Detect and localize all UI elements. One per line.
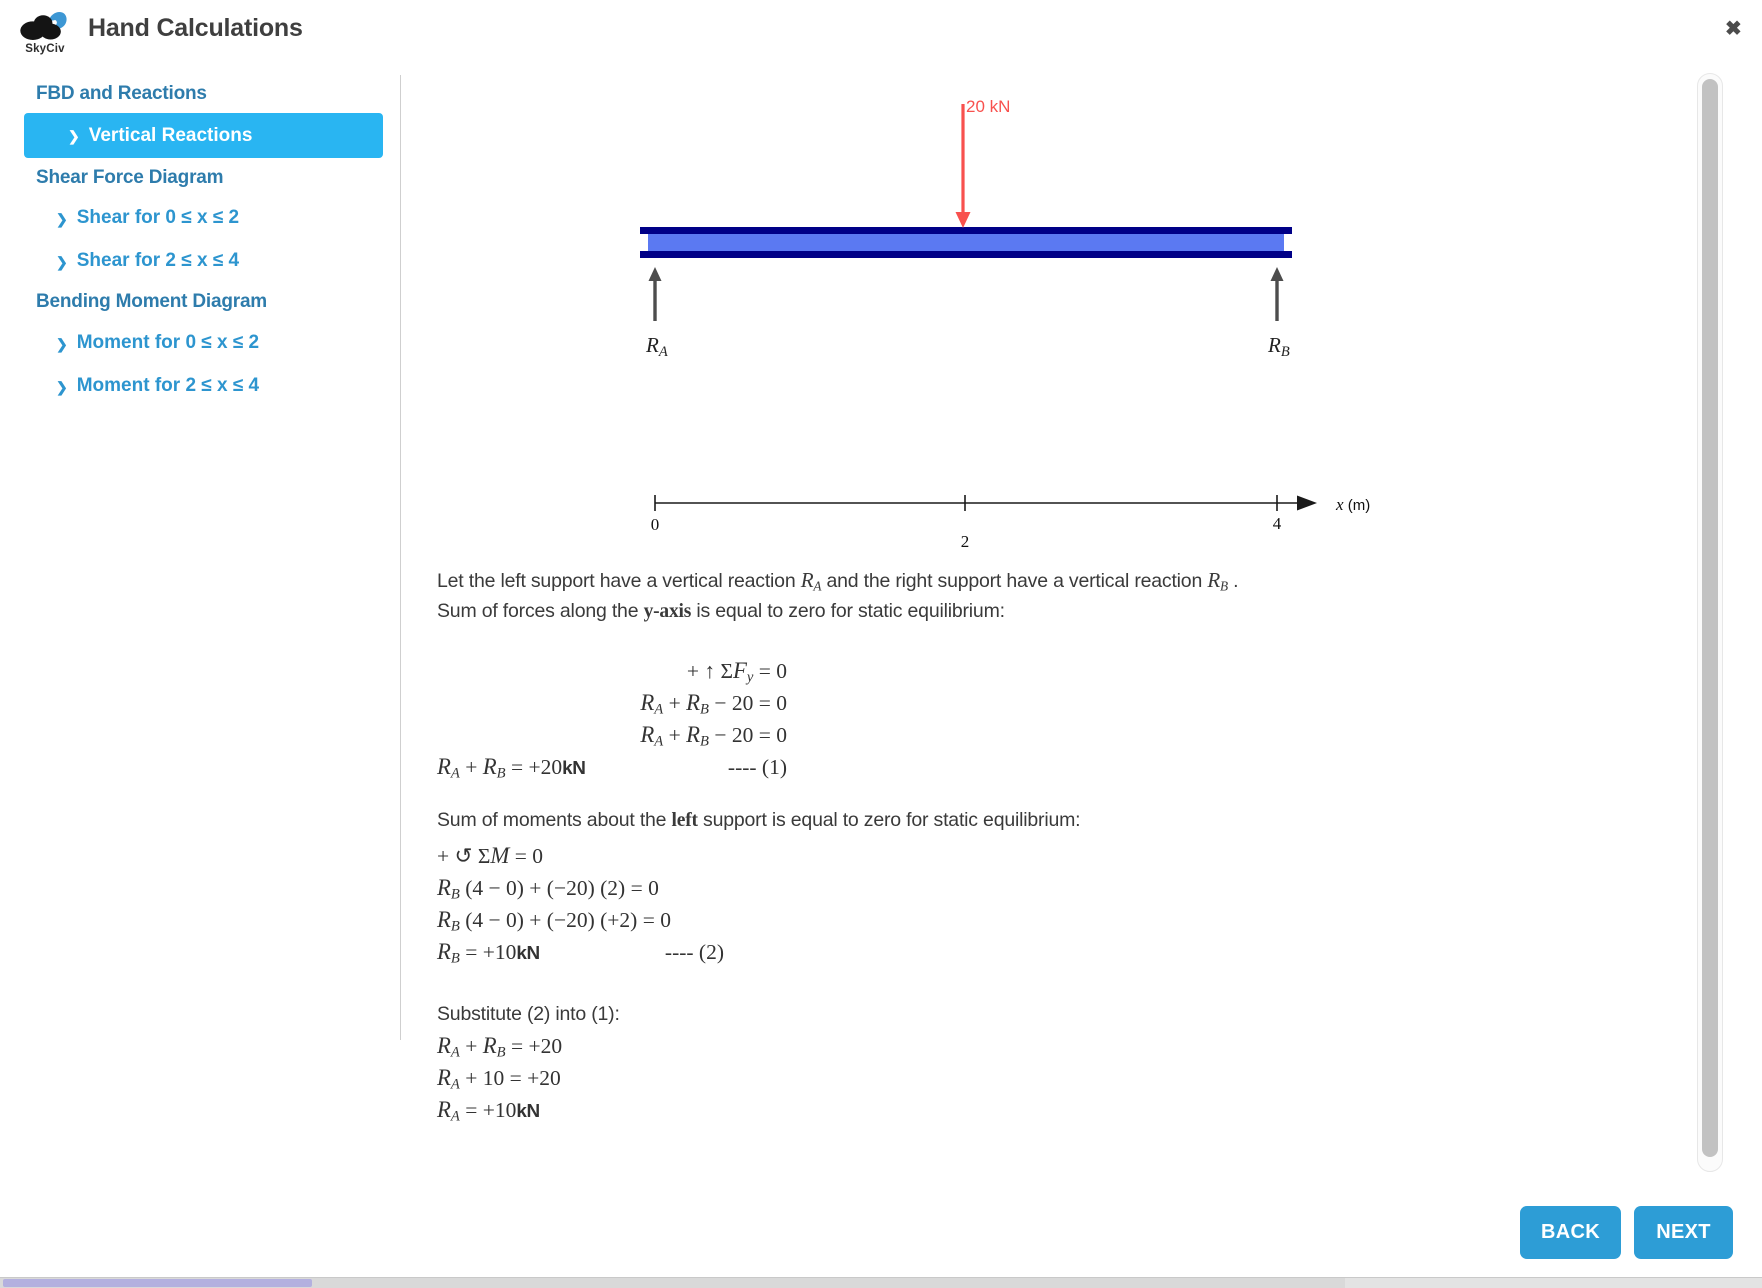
equation-1-expression: RA + RB = +20kN [437, 754, 586, 782]
close-icon[interactable]: ✖ [1725, 18, 1742, 40]
equation-sub-2: RA + 10 = +20 [437, 1065, 561, 1093]
intro-paragraph [437, 565, 1447, 627]
equation-sum-m: + ↺ ΣM = 0 [437, 843, 544, 868]
equation-2-tag: ---- (2) [664, 940, 724, 964]
skyciv-cloud-icon [18, 6, 72, 46]
sidebar-section-fbd-and-reactions: FBD and Reactions [36, 83, 207, 104]
equation-2-result [437, 936, 724, 968]
brand-name: SkyCiv [25, 43, 65, 55]
sidebar-item-label: Moment for 2 ≤ x ≤ 4 [76, 375, 260, 396]
bottom-page-strip-light [1345, 1278, 1762, 1288]
sidebar-item-label: Vertical Reactions [88, 124, 253, 146]
equation-sub-3: RA = +10kN [437, 1097, 540, 1125]
chevron-right-icon: ❯ [68, 128, 80, 144]
free-body-diagram [400, 70, 1460, 550]
chevron-right-icon: ❯ [56, 210, 68, 227]
reaction-label-rb: RB [1268, 333, 1290, 360]
axis-tick-0: 0 [650, 515, 660, 534]
beam [640, 227, 1292, 258]
next-button[interactable]: NEXT [1634, 1206, 1733, 1259]
equation-sub-1: RA + RB = +20 [437, 1033, 563, 1061]
sidebar-section-shear-force-diagram: Shear Force Diagram [36, 167, 224, 188]
moments-intro-line: Sum of moments about the left support is equal to zero for static equilibrium: [437, 809, 1081, 831]
skyciv-logo [16, 6, 74, 64]
chevron-right-icon: ❯ [56, 253, 68, 270]
intro-line-2: Sum of forces along the y-axis is equal to zero for static equilibrium: [437, 600, 1005, 622]
sidebar-item-shear-2-4[interactable] [56, 250, 239, 272]
axis-tick-4: 4 [1272, 514, 1282, 533]
force-equilibrium-equations [437, 655, 787, 783]
reaction-arrow-left [649, 267, 662, 321]
sidebar-item-vertical-reactions[interactable] [24, 113, 383, 158]
equation-ra-rb-20a: RA + RB − 20 = 0 [640, 690, 787, 718]
back-button[interactable]: BACK [1520, 1206, 1621, 1259]
sidebar-item-moment-2-4[interactable] [56, 375, 259, 397]
axis-unit-label: x (m) [1336, 495, 1371, 514]
sidebar-item-label: Moment for 0 ≤ x ≤ 2 [76, 332, 260, 353]
vertical-scrollbar-thumb[interactable] [1702, 79, 1718, 1157]
page-title: Hand Calculations [88, 14, 303, 42]
equation-1-tag: ---- (1) [727, 755, 787, 779]
equation-1-result [437, 751, 787, 783]
reaction-arrow-right [1271, 267, 1284, 321]
substitute-heading: Substitute (2) into (1): [437, 1003, 620, 1025]
chevron-right-icon: ❯ [56, 378, 68, 395]
sidebar-section-bending-moment-diagram: Bending Moment Diagram [36, 291, 268, 312]
equation-moment-2: RB (4 − 0) + (−20) (+2) = 0 [437, 907, 671, 935]
equation-ra-rb-20b: RA + RB − 20 = 0 [640, 722, 787, 750]
equation-2-expression: RB = +10kN [437, 939, 540, 967]
axis-tick-2: 2 [960, 532, 970, 550]
point-load-label: 20 kN [966, 97, 1011, 116]
substitution-block [437, 999, 1037, 1126]
chevron-right-icon: ❯ [56, 335, 68, 352]
sidebar-item-label: Shear for 0 ≤ x ≤ 2 [76, 207, 240, 228]
equation-moment-1: RB (4 − 0) + (−20) (2) = 0 [437, 875, 659, 903]
vertical-scrollbar[interactable] [1697, 73, 1723, 1172]
intro-line-1: Let the left support have a vertical reaction RA and the right support have a vertical reaction RB . [437, 568, 1239, 594]
sidebar-item-shear-0-2[interactable] [56, 207, 239, 229]
horizontal-scrollbar-thumb[interactable] [3, 1279, 312, 1287]
reaction-label-ra: RA [646, 333, 668, 360]
point-load-arrow [956, 97, 1011, 228]
equation-sum-fy: + ↑ ΣFy = 0 [686, 658, 787, 686]
sidebar-item-moment-0-2[interactable] [56, 332, 259, 354]
moments-paragraph [437, 805, 1447, 836]
x-axis [651, 495, 1370, 550]
moment-equilibrium-equations [437, 840, 787, 968]
sidebar-item-label: Shear for 2 ≤ x ≤ 4 [76, 250, 240, 271]
